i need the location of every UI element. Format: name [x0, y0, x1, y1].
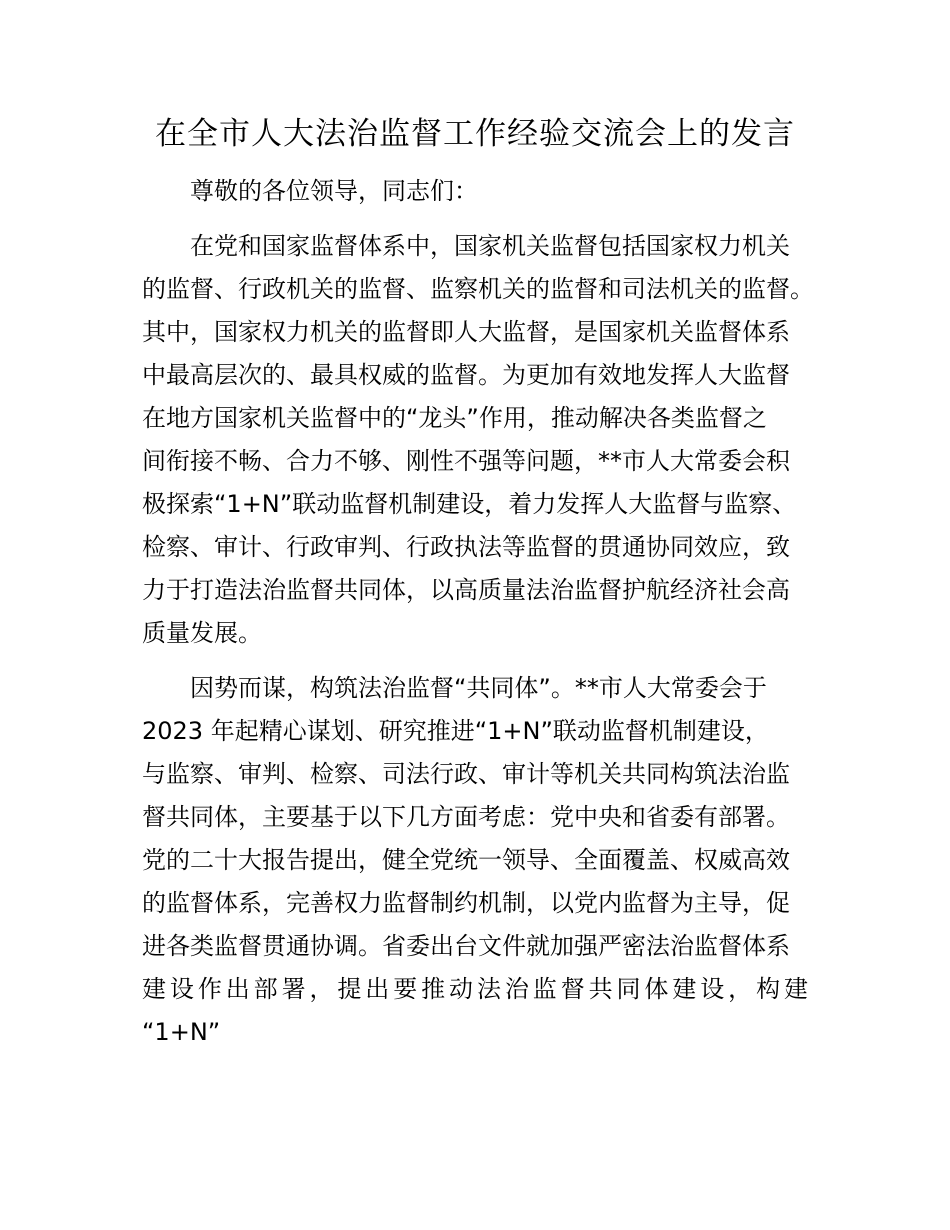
salutation: 尊敬的各位领导，同志们：: [190, 177, 478, 205]
paragraph-2-line-8: 建设作出部署，提出要推动法治监督共同体建设，构建: [142, 975, 808, 1003]
paragraph-1-line-3: 其中，国家权力机关的监督即人大监督，是国家机关监督体系: [142, 318, 790, 346]
paragraph-2-line-3: 与监察、审判、检察、司法行政、审计等机关共同构筑法治监: [142, 760, 790, 788]
paragraph-2-line-6: 的监督体系，完善权力监督制约机制，以党内监督为主导，促: [142, 889, 790, 917]
paragraph-1-line-2: 的监督、行政机关的监督、监察机关的监督和司法机关的监督。: [142, 275, 814, 303]
document-title: 在全市人大法治监督工作经验交流会上的发言: [155, 116, 795, 152]
paragraph-2-line-1: 因势而谋，构筑法治监督“共同体”。**市人大常委会于: [190, 674, 767, 702]
paragraph-1-line-7: 极探索“1+N”联动监督机制建设，着力发挥人大监督与监察、: [142, 490, 797, 518]
paragraph-2-line-4: 督共同体，主要基于以下几方面考虑：党中央和省委有部署。: [142, 803, 790, 831]
paragraph-1-line-10: 质量发展。: [142, 619, 262, 647]
paragraph-1-line-9: 力于打造法治监督共同体，以高质量法治监督护航经济社会高: [142, 576, 790, 604]
paragraph-2-line-7: 进各类监督贯通协调。省委出台文件就加强严密法治监督体系: [142, 932, 790, 960]
paragraph-2-line-9: “1+N”: [142, 1018, 221, 1046]
paragraph-1-line-5: 在地方国家机关监督中的“龙头”作用，推动解决各类监督之: [142, 404, 767, 432]
paragraph-2-line-2: 2023 年起精心谋划、研究推进“1+N”联动监督机制建设，: [142, 717, 769, 745]
paragraph-2-line-5: 党的二十大报告提出，健全党统一领导、全面覆盖、权威高效: [142, 846, 790, 874]
paragraph-1-line-4: 中最高层次的、最具权威的监督。为更加有效地发挥人大监督: [142, 361, 790, 389]
paragraph-1-line-1: 在党和国家监督体系中，国家机关监督包括国家权力机关: [190, 232, 790, 260]
paragraph-1-line-6: 间衔接不畅、合力不够、刚性不强等问题，**市人大常委会积: [142, 447, 790, 475]
paragraph-1-line-8: 检察、审计、行政审判、行政执法等监督的贯通协同效应，致: [142, 533, 790, 561]
